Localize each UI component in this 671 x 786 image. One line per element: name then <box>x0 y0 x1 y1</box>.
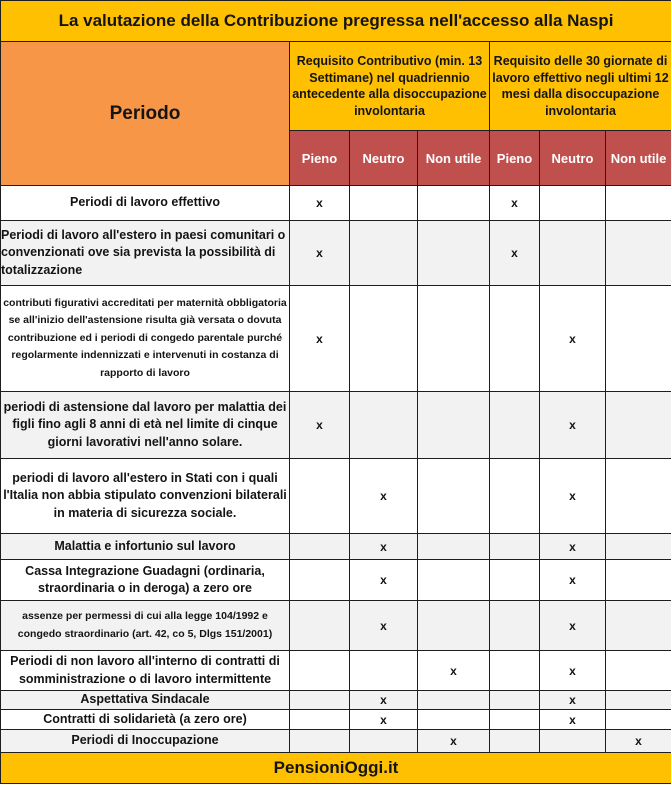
mark-cell <box>606 286 671 392</box>
mark-cell: x <box>540 286 606 392</box>
mark-cell: x <box>290 221 350 286</box>
mark-cell <box>490 560 540 601</box>
mark-cell <box>606 534 671 560</box>
mark-cell <box>418 286 490 392</box>
mark-cell: x <box>290 286 350 392</box>
table-row <box>1 286 671 392</box>
mark-cell <box>606 601 671 651</box>
subheader-neutro: Neutro <box>350 131 418 186</box>
table-row <box>1 186 671 221</box>
subheader-neutro: Neutro <box>540 131 606 186</box>
mark-cell: x <box>418 730 490 753</box>
mark-cell <box>418 221 490 286</box>
mark-cell <box>490 286 540 392</box>
mark-cell <box>490 534 540 560</box>
mark-cell: x <box>490 186 540 221</box>
periodo-cell: Aspettativa Sindacale <box>1 691 290 710</box>
mark-cell <box>350 286 418 392</box>
table-title: La valutazione della Contribuzione pregressa nell'accesso alla Naspi <box>1 1 671 42</box>
mark-cell <box>290 651 350 691</box>
table-row <box>1 534 671 560</box>
mark-cell <box>418 601 490 651</box>
mark-cell <box>490 691 540 710</box>
mark-cell: x <box>490 221 540 286</box>
mark-cell: x <box>540 534 606 560</box>
mark-cell: x <box>540 601 606 651</box>
mark-cell <box>350 186 418 221</box>
mark-cell <box>418 560 490 601</box>
mark-cell <box>290 459 350 534</box>
periodo-cell: assenze per permessi di cui alla legge 104/1992 e congedo straordinario (art. 42, co 5, Dlgs 151/2001) <box>1 601 290 651</box>
mark-cell <box>490 710 540 730</box>
mark-cell <box>606 560 671 601</box>
subheader-non-utile: Non utile <box>418 131 490 186</box>
table-row <box>1 392 671 459</box>
mark-cell <box>418 691 490 710</box>
table-row <box>1 221 671 286</box>
mark-cell <box>606 651 671 691</box>
mark-cell <box>350 651 418 691</box>
mark-cell: x <box>290 392 350 459</box>
mark-cell <box>350 730 418 753</box>
mark-cell <box>418 392 490 459</box>
mark-cell <box>540 221 606 286</box>
mark-cell <box>606 221 671 286</box>
mark-cell <box>606 459 671 534</box>
mark-cell <box>290 691 350 710</box>
table-row <box>1 651 671 691</box>
mark-cell <box>418 534 490 560</box>
mark-cell <box>606 392 671 459</box>
mark-cell: x <box>350 459 418 534</box>
mark-cell <box>490 392 540 459</box>
mark-cell: x <box>290 186 350 221</box>
subheader-pieno: Pieno <box>490 131 540 186</box>
footer-brand: PensioniOggi.it <box>1 753 671 784</box>
subheader-non-utile: Non utile <box>606 131 671 186</box>
mark-cell: x <box>350 560 418 601</box>
mark-cell <box>290 730 350 753</box>
periodo-cell: Periodi di Inoccupazione <box>1 730 290 753</box>
table-row <box>1 710 671 730</box>
mark-cell <box>418 710 490 730</box>
periodo-cell: Periodi di lavoro all'estero in paesi comunitari o convenzionati ove sia prevista la possibilità di totalizzazione <box>1 221 290 286</box>
periodo-cell: periodi di lavoro all'estero in Stati con i quali l'Italia non abbia stipulato convenzioni bilaterali in materia di sicurezza sociale. <box>1 459 290 534</box>
requisito-contributivo-header: Requisito Contributivo (min. 13 Settimane) nel quadriennio antecedente alla disoccupazione involontaria <box>290 42 490 131</box>
periodo-cell: Periodi di non lavoro all'interno di contratti di somministrazione o di lavoro intermittente <box>1 651 290 691</box>
mark-cell <box>350 221 418 286</box>
periodo-cell: contributi figurativi accreditati per maternità obbligatoria se all'inizio dell'astensione risulta già versata o dovuta contribuzione ed i periodi di congedo parentale purché regolarmente indennizzati e intervenuti in costanza di rapporto di lavoro <box>1 286 290 392</box>
mark-cell: x <box>540 392 606 459</box>
mark-cell: x <box>350 691 418 710</box>
mark-cell <box>490 459 540 534</box>
mark-cell: x <box>540 651 606 691</box>
mark-cell: x <box>350 534 418 560</box>
periodo-cell: periodi di astensione dal lavoro per malattia dei figli fino agli 8 anni di età nel limite di cinque giorni lavorativi nell'anno solare. <box>1 392 290 459</box>
mark-cell <box>290 534 350 560</box>
mark-cell <box>290 560 350 601</box>
table-row <box>1 459 671 534</box>
mark-cell <box>606 710 671 730</box>
table-row <box>1 730 671 753</box>
mark-cell: x <box>540 691 606 710</box>
mark-cell: x <box>540 560 606 601</box>
mark-cell: x <box>350 710 418 730</box>
mark-cell <box>490 651 540 691</box>
mark-cell <box>606 691 671 710</box>
periodo-column-header: Periodo <box>1 42 290 186</box>
mark-cell <box>606 186 671 221</box>
mark-cell <box>418 186 490 221</box>
table-row <box>1 601 671 651</box>
mark-cell <box>490 730 540 753</box>
mark-cell <box>540 186 606 221</box>
periodo-cell: Periodi di lavoro effettivo <box>1 186 290 221</box>
mark-cell <box>290 710 350 730</box>
requisito-giornate-header: Requisito delle 30 giornate di lavoro effettivo negli ultimi 12 mesi dalla disoccupazione involontaria <box>490 42 671 131</box>
mark-cell: x <box>350 601 418 651</box>
mark-cell: x <box>540 459 606 534</box>
mark-cell <box>290 601 350 651</box>
table-row <box>1 691 671 710</box>
periodo-cell: Malattia e infortunio sul lavoro <box>1 534 290 560</box>
mark-cell <box>350 392 418 459</box>
table-row <box>1 560 671 601</box>
mark-cell <box>540 730 606 753</box>
mark-cell: x <box>606 730 671 753</box>
subheader-pieno: Pieno <box>290 131 350 186</box>
mark-cell: x <box>418 651 490 691</box>
mark-cell <box>490 601 540 651</box>
mark-cell <box>418 459 490 534</box>
periodo-cell: Cassa Integrazione Guadagni (ordinaria, straordinaria o in deroga) a zero ore <box>1 560 290 601</box>
mark-cell: x <box>540 710 606 730</box>
periodo-cell: Contratti di solidarietà (a zero ore) <box>1 710 290 730</box>
